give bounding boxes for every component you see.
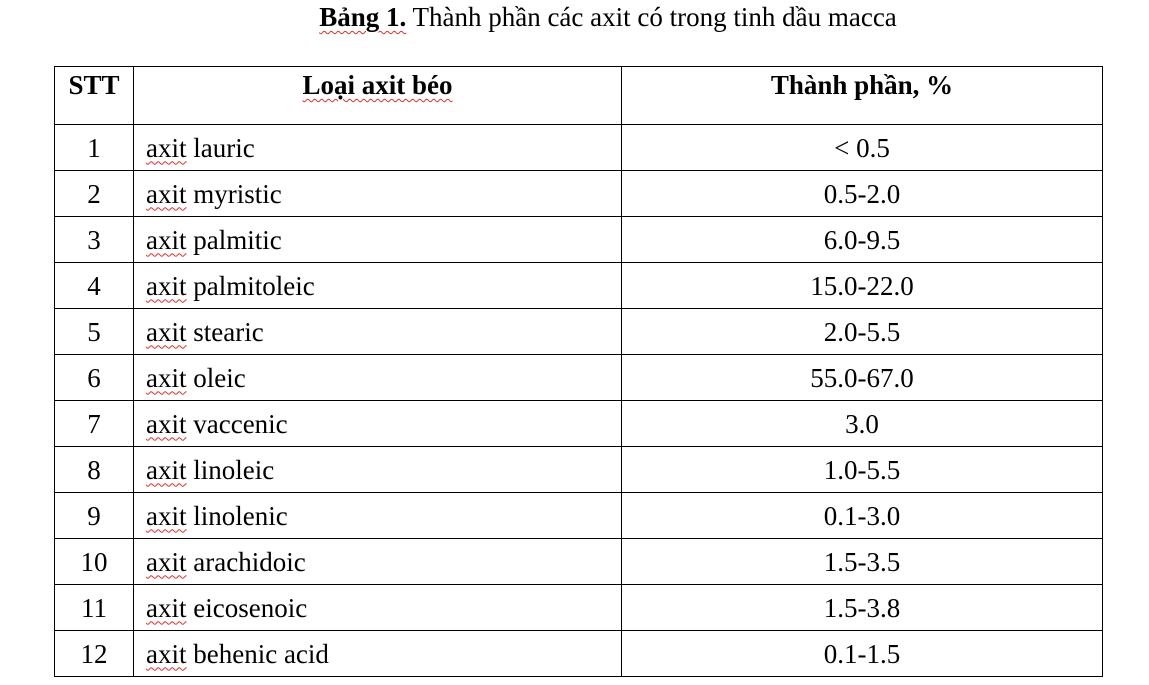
acid-prefix: axit [146, 638, 187, 669]
acid-name: myristic [193, 178, 282, 209]
row-stt: 12 [55, 631, 134, 677]
acid-prefix: axit [146, 224, 187, 255]
row-composition: 1.5-3.5 [622, 539, 1103, 585]
row-composition: 3.0 [622, 401, 1103, 447]
table-row [55, 263, 1103, 309]
table-row [55, 539, 1103, 585]
acid-prefix: axit [146, 454, 187, 485]
table-row [55, 447, 1103, 493]
row-acid-name [134, 447, 622, 493]
row-acid-name [134, 493, 622, 539]
table-row [55, 355, 1103, 401]
row-composition: 55.0-67.0 [622, 355, 1103, 401]
row-acid-name [134, 309, 622, 355]
row-stt: 3 [55, 217, 134, 263]
row-acid-name [134, 539, 622, 585]
acid-prefix: axit [146, 500, 187, 531]
acid-name: linolenic [193, 500, 288, 531]
row-stt: 10 [55, 539, 134, 585]
acid-name: oleic [193, 362, 246, 393]
row-stt: 11 [55, 585, 134, 631]
acid-prefix: axit [146, 408, 187, 439]
table-row [55, 217, 1103, 263]
table-row [55, 171, 1103, 217]
acid-name: palmitic [193, 224, 282, 255]
row-composition: 0.5-2.0 [622, 171, 1103, 217]
row-acid-name [134, 263, 622, 309]
table-row [55, 125, 1103, 171]
acid-prefix: axit [146, 132, 187, 163]
row-acid-name [134, 401, 622, 447]
acid-prefix: axit [146, 546, 187, 577]
acid-name: behenic acid [193, 638, 329, 669]
caption-label: Bảng 1. [319, 2, 407, 32]
acid-name: linoleic [193, 454, 275, 485]
row-stt: 4 [55, 263, 134, 309]
table-row [55, 585, 1103, 631]
acid-prefix: axit [146, 270, 187, 301]
row-composition: 2.0-5.5 [622, 309, 1103, 355]
row-stt: 6 [55, 355, 134, 401]
row-composition: 0.1-1.5 [622, 631, 1103, 677]
row-composition: 1.0-5.5 [622, 447, 1103, 493]
row-acid-name [134, 171, 622, 217]
row-stt: 2 [55, 171, 134, 217]
table-header-row [55, 67, 1103, 125]
row-stt: 7 [55, 401, 134, 447]
acid-name: stearic [193, 316, 264, 347]
row-stt: 8 [55, 447, 134, 493]
header-stt: STT [55, 67, 134, 125]
table-row [55, 401, 1103, 447]
row-composition: 15.0-22.0 [622, 263, 1103, 309]
row-stt: 1 [55, 125, 134, 171]
row-composition: < 0.5 [622, 125, 1103, 171]
caption-text: Thành phần các axit có trong tinh dầu macca [412, 2, 897, 32]
row-acid-name [134, 631, 622, 677]
acid-prefix: axit [146, 592, 187, 623]
acid-name: eicosenoic [193, 592, 308, 623]
row-acid-name [134, 585, 622, 631]
fatty-acid-table [54, 66, 1103, 677]
acid-name: lauric [193, 132, 255, 163]
acid-prefix: axit [146, 316, 187, 347]
row-acid-name [134, 125, 622, 171]
row-stt: 9 [55, 493, 134, 539]
table-row [55, 309, 1103, 355]
acid-prefix: axit [146, 362, 187, 393]
row-acid-name [134, 217, 622, 263]
acid-name: arachidoic [193, 546, 306, 577]
row-composition: 6.0-9.5 [622, 217, 1103, 263]
header-acid-name: Loại axit béo [134, 67, 622, 125]
row-composition: 0.1-3.0 [622, 493, 1103, 539]
acid-name: palmitoleic [193, 270, 315, 301]
table-caption [0, 0, 1149, 34]
row-acid-name [134, 355, 622, 401]
table-row [55, 493, 1103, 539]
acid-prefix: axit [146, 178, 187, 209]
table-row [55, 631, 1103, 677]
header-composition: Thành phần, % [622, 67, 1103, 125]
row-stt: 5 [55, 309, 134, 355]
row-composition: 1.5-3.8 [622, 585, 1103, 631]
acid-name: vaccenic [193, 408, 288, 439]
